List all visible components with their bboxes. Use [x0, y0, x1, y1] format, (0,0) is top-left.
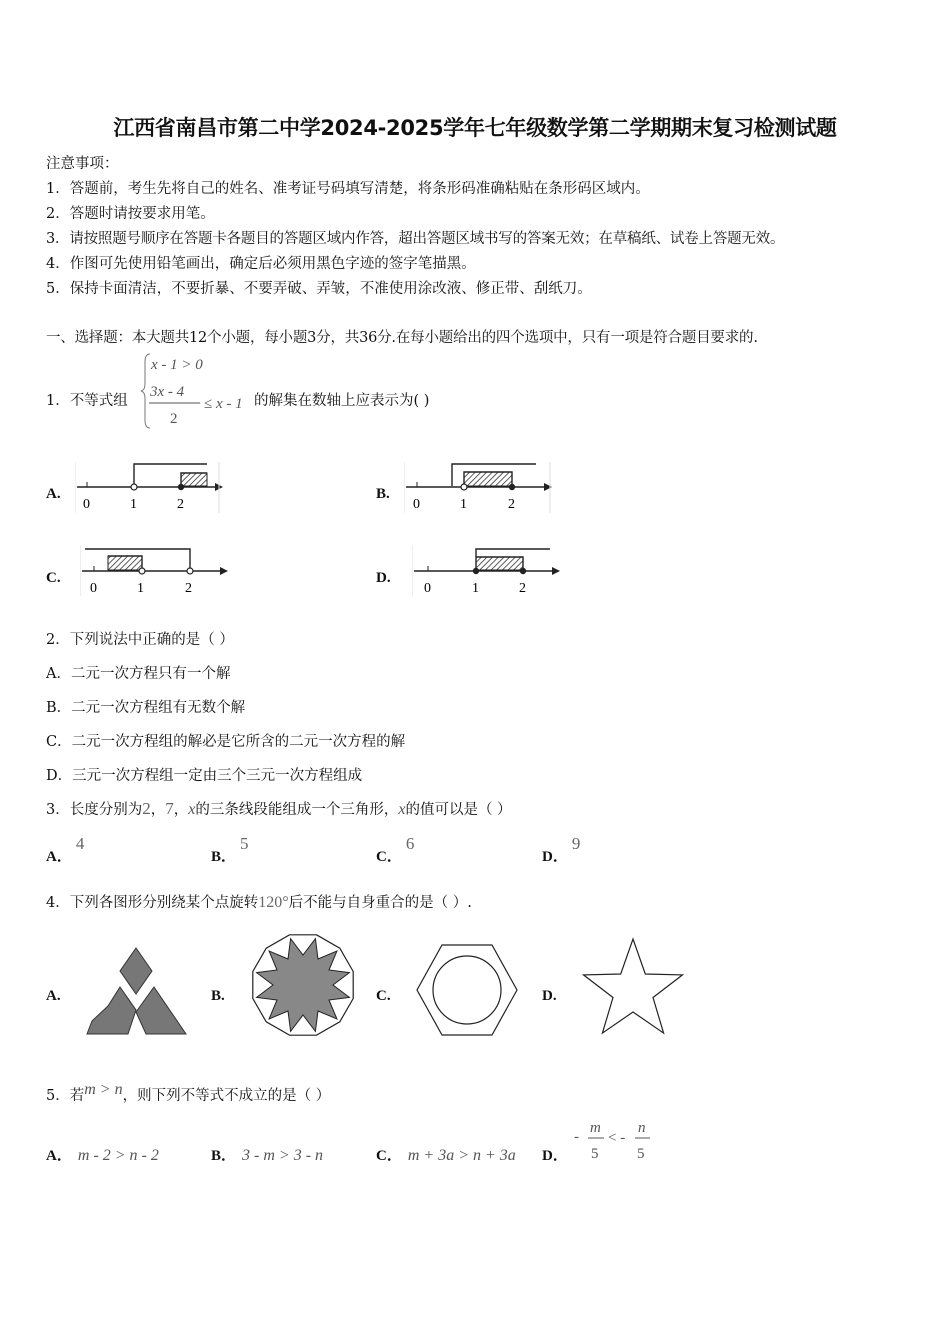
tick-0: 0	[424, 581, 431, 596]
q3-option-b-value: 5	[240, 834, 249, 853]
q4-option-a-label: A.	[46, 988, 61, 1004]
q1-suffix: 的解集在数轴上应表示为( )	[254, 393, 430, 409]
q5-option-d-label: D．	[542, 1148, 568, 1164]
q5-option-b-label: B．	[211, 1148, 237, 1164]
q5-option-b[interactable]	[211, 1144, 323, 1165]
q5-option-a[interactable]	[46, 1144, 159, 1165]
tick-0: 0	[90, 581, 97, 596]
q1-option-c-label: C.	[46, 570, 61, 586]
q4-option-c-label: C.	[376, 988, 391, 1004]
q3-var: x	[188, 801, 196, 818]
q5-d-den1: 5	[591, 1146, 599, 1162]
page-title: 江西省南昌市第二中学2024-2025学年七年级数学第二学期期末复习检测试题	[113, 116, 837, 140]
q5-option-c-expr: m + 3a > n + 3a	[407, 1147, 516, 1164]
q5-d-neg: -	[574, 1129, 579, 1145]
q3-option-a-label: A．	[46, 849, 72, 865]
q5-p2: ，则下列不等式不成立的是（ ）	[122, 1088, 331, 1104]
q4-option-c-hexagon-circle-figure[interactable]	[414, 942, 520, 1038]
q4-option-d-five-point-star-figure[interactable]	[578, 934, 688, 1038]
q3-option-a[interactable]	[46, 834, 85, 866]
q3-stem	[46, 798, 512, 819]
q3-option-a-value: 4	[75, 834, 85, 853]
q4-p2: 后不能与自身重合的是（ ）.	[288, 895, 472, 911]
q2-stem: 2．下列说法中正确的是（ ）	[46, 632, 234, 648]
q1-option-c-numberline[interactable]	[80, 541, 235, 599]
notice-heading: 注意事项：	[46, 156, 119, 172]
q5-option-d[interactable]	[542, 1144, 568, 1165]
tick-1: 1	[137, 581, 144, 596]
q5-option-c[interactable]	[376, 1144, 516, 1165]
q3-option-c-value: 6	[405, 834, 415, 853]
q3-p2: 的三条线段能组成一个三角形，	[195, 802, 399, 818]
q3-option-b[interactable]	[211, 834, 249, 866]
tick-2: 2	[519, 581, 526, 596]
q5-option-a-expr: m - 2 > n - 2	[77, 1147, 159, 1164]
q2-option-c[interactable]: C．二元一次方程组的解必是它所含的二元一次方程的解	[46, 734, 406, 750]
notice-item-1: 1．答题前，考生先将自己的姓名、准考证号码填写清楚，将条形码准确粘贴在条形码区域内。	[46, 181, 650, 197]
tick-1: 1	[472, 581, 479, 596]
q1-inequality-system	[140, 350, 255, 432]
tick-0: 0	[83, 497, 90, 512]
q5-option-c-label: C．	[376, 1148, 402, 1164]
q4-p1: 4．下列各图形分别绕某个点旋转	[46, 895, 259, 911]
notice-item-5: 5．保持卡面清洁，不要折暴、不要弄破、弄皱，不准使用涂改液、修正带、刮纸刀。	[46, 281, 592, 297]
q1-ineq2-rhs: ≤ x - 1	[204, 396, 243, 412]
q2-option-d[interactable]: D．三元一次方程组一定由三个三元一次方程组成	[46, 768, 363, 784]
q1-option-a-numberline[interactable]	[75, 458, 240, 516]
q1-option-d-numberline[interactable]	[412, 541, 567, 599]
q5-d-num1: m	[590, 1120, 601, 1136]
q1-option-a-label: A.	[46, 486, 61, 502]
q5-option-b-expr: 3 - m > 3 - n	[242, 1147, 324, 1164]
notice-item-2: 2．答题时请按要求用笔。	[46, 206, 215, 222]
q3-p3: 的值可以是（ ）	[405, 802, 512, 818]
tick-2: 2	[185, 581, 192, 596]
q5-d-num2: n	[638, 1120, 646, 1136]
q3-option-d-label: D．	[542, 849, 568, 865]
q5-d-rel: < -	[608, 1130, 626, 1146]
q1-option-d-label: D.	[376, 570, 391, 586]
q5-cond: m > n	[84, 1081, 123, 1098]
q1-ineq1: x - 1 > 0	[151, 357, 203, 373]
q4-option-a-tri-diamond-figure[interactable]	[84, 945, 190, 1037]
q4-option-b-star-in-polygon-figure[interactable]	[248, 930, 358, 1040]
tick-1: 1	[460, 497, 467, 512]
q3-p1: 3．长度分别为	[46, 802, 143, 818]
q3-sep2: ，	[173, 802, 189, 818]
q1-prefix: 1．不等式组	[46, 393, 128, 409]
q4-option-d-label: D.	[542, 988, 557, 1004]
q3-option-c-label: C．	[376, 849, 402, 865]
q1-option-b-numberline[interactable]	[404, 458, 559, 516]
q4-option-b-label: B.	[211, 988, 225, 1004]
q1-ineq2-num: 3x - 4	[150, 384, 185, 400]
tick-1: 1	[130, 497, 137, 512]
tick-0: 0	[413, 497, 420, 512]
q2-option-a[interactable]: A．二元一次方程只有一个解	[46, 666, 231, 682]
notice-item-4: 4．作图可先使用铅笔画出，确定后必须用黑色字迹的签字笔描黑。	[46, 256, 476, 272]
q4-angle: 120°	[258, 894, 289, 911]
q3-option-d[interactable]	[542, 834, 581, 866]
q3-option-d-value: 9	[571, 834, 581, 853]
q5-option-a-label: A．	[46, 1148, 72, 1164]
section-heading: 一、选择题：本大题共12个小题，每小题3分，共36分.在每小题给出的四个选项中，只有一项是符合题目要求的.	[46, 330, 758, 346]
q3-sep1: ，	[150, 802, 166, 818]
q1-option-b-label: B.	[376, 486, 390, 502]
q3-v2: 7	[165, 799, 174, 818]
tick-2: 2	[177, 497, 184, 512]
notice-item-3: 3．请按照题号顺序在答题卡各题目的答题区域内作答，超出答题区域书写的答案无效；在草稿纸、试卷上答题无效。	[46, 231, 785, 247]
q5-stem	[46, 1081, 331, 1105]
q2-option-b[interactable]: B．二元一次方程组有无数个解	[46, 700, 246, 716]
q5-d-den2: 5	[637, 1146, 645, 1162]
q4-stem	[46, 891, 472, 912]
q3-option-c[interactable]	[376, 834, 415, 866]
q5-p1: 5．若	[46, 1088, 85, 1104]
q1-ineq2-den: 2	[170, 411, 178, 427]
tick-2: 2	[508, 497, 515, 512]
q3-option-b-label: B．	[211, 849, 237, 865]
q3-var2: x	[398, 801, 406, 818]
q3-v1: 2	[142, 799, 151, 818]
q5-option-d-expr	[570, 1115, 660, 1167]
